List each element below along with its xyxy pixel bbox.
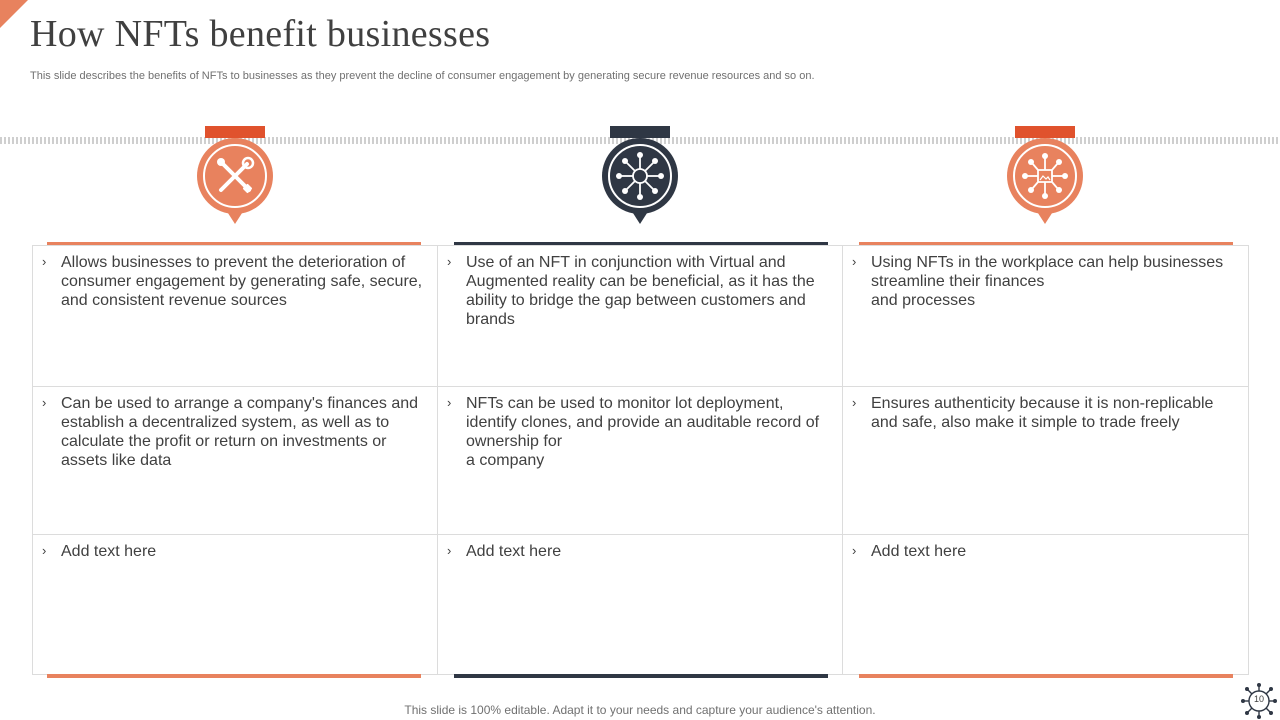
pin-marker-3 [1007, 126, 1083, 226]
table-cell [438, 246, 843, 387]
chevron-right-icon: › [42, 254, 47, 269]
cell-text: Ensures authenticity because it is non-replicable and safe, also make it simple to trade freely [871, 395, 1214, 431]
table-cell [843, 387, 1248, 535]
page-title: How NFTs benefit businesses [30, 13, 491, 55]
cell-text: Add text here [871, 543, 967, 560]
chevron-right-icon: › [447, 543, 452, 558]
chevron-right-icon: › [852, 395, 857, 410]
column-bottom-bar-1 [47, 674, 421, 678]
network-image-icon [1007, 138, 1083, 214]
network-chip-icon [602, 138, 678, 214]
cell-text: Add text here [61, 543, 157, 560]
cell-text: Using NFTs in the workplace can help businesses streamline their finances and processes [871, 254, 1224, 309]
column-bottom-bar-3 [859, 674, 1233, 678]
corner-accent [0, 0, 28, 28]
cell-text: Use of an NFT in conjunction with Virtual and Augmented reality can be beneficial, as it has the ability to bridge the gap between customers and brands [466, 254, 815, 328]
chevron-right-icon: › [42, 543, 47, 558]
chevron-right-icon: › [852, 543, 857, 558]
table-cell [33, 535, 438, 674]
table-cell [33, 387, 438, 535]
slide-description: This slide describes the benefits of NFTs to businesses as they prevent the decline of consumer engagement by generating secure revenue resources and so on. [30, 70, 815, 82]
table-cell [33, 246, 438, 387]
footer-note: This slide is 100% editable. Adapt it to your needs and capture your audience's attention. [404, 703, 876, 717]
chevron-right-icon: › [447, 254, 452, 269]
table-cell [438, 535, 843, 674]
tools-icon [197, 138, 273, 214]
benefits-table [32, 245, 1249, 675]
cell-text: NFTs can be used to monitor lot deployment, identify clones, and provide an auditable record of ownership for a company [466, 395, 820, 469]
chevron-right-icon: › [42, 395, 47, 410]
pin-cap [610, 126, 670, 138]
pin-cap [1015, 126, 1075, 138]
pin-marker-1 [197, 126, 273, 226]
column-bottom-bar-2 [454, 674, 828, 678]
table-cell [843, 535, 1248, 674]
cell-text: Allows businesses to prevent the deterioration of consumer engagement by generating safe, secure, and consistent revenue sources [61, 254, 423, 309]
pin-cap [205, 126, 265, 138]
chevron-right-icon: › [447, 395, 452, 410]
cell-text: Can be used to arrange a company's finances and establish a decentralized system, as well as to calculate the profit or return on investments or assets like data [61, 395, 419, 469]
pin-marker-2 [602, 126, 678, 226]
table-cell [843, 246, 1248, 387]
cell-text: Add text here [466, 543, 562, 560]
page-number: 10 [1253, 694, 1264, 704]
chevron-right-icon: › [852, 254, 857, 269]
table-cell [438, 387, 843, 535]
